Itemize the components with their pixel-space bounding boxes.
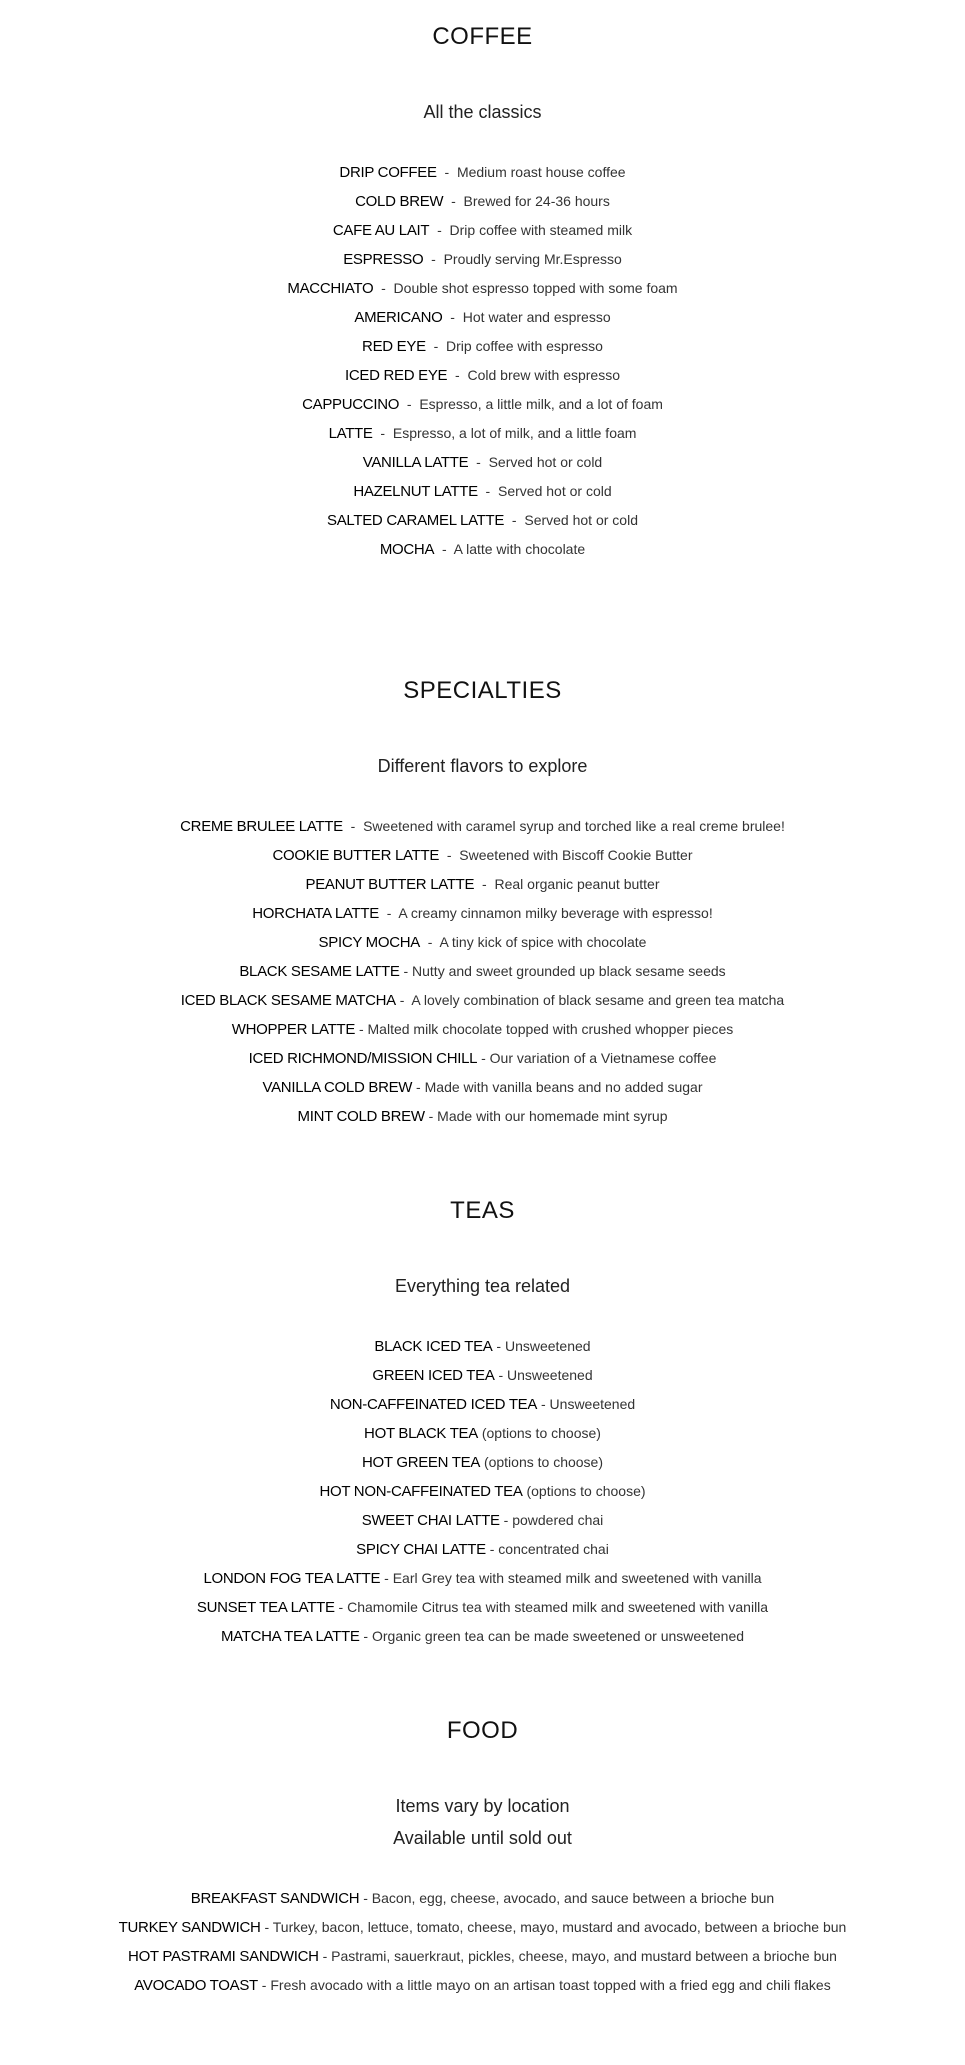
menu-item <box>0 1015 965 1044</box>
menu-item <box>0 332 965 361</box>
menu-item <box>0 303 965 332</box>
menu-item-name: VANILLA COLD BREW <box>262 1079 413 1096</box>
menu-item-name: COLD BREW <box>355 193 444 210</box>
menu-item-name: SPICY CHAI LATTE <box>356 1541 486 1558</box>
menu-item-description: Espresso, a lot of milk, and a little foam <box>392 425 637 441</box>
section-subtitle: Available until sold out <box>393 1828 572 1848</box>
menu-item <box>0 1593 965 1622</box>
menu-item-separator: - <box>373 280 394 296</box>
menu-item-name: SWEET CHAI LATTE <box>361 1512 500 1529</box>
menu-item <box>0 1361 965 1390</box>
menu-item-description: Served hot or cold <box>524 512 638 528</box>
menu-item-separator: - <box>494 1367 508 1383</box>
section-food <box>0 1716 965 2000</box>
menu-item-name: COOKIE BUTTER LATTE <box>272 847 440 864</box>
menu-item-separator: - <box>443 193 464 209</box>
menu-item-name: AVOCADO TOAST <box>134 1977 258 1994</box>
menu-item-separator: - <box>372 425 393 441</box>
menu-item-description: Served hot or cold <box>498 483 612 499</box>
menu-item-separator: - <box>429 222 450 238</box>
menu-item-separator: - <box>477 1050 490 1066</box>
menu-item-name: SUNSET TEA LATTE <box>196 1599 335 1616</box>
menu-item-name: SALTED CARAMEL LATTE <box>327 512 505 529</box>
menu-item-name: LONDON FOG TEA LATTE <box>203 1570 381 1587</box>
menu-item-description: A tiny kick of spice with chocolate <box>439 934 647 950</box>
menu-item-description: Medium roast house coffee <box>456 164 626 180</box>
menu-item <box>0 841 965 870</box>
section-title: TEAS <box>450 1197 515 1224</box>
menu-item-description: Nutty and sweet grounded up black sesame seeds <box>412 963 726 979</box>
menu-item <box>0 419 965 448</box>
section-subtitle: Different flavors to explore <box>377 756 588 776</box>
menu-item-separator: - <box>395 992 412 1008</box>
menu-item-name: BLACK ICED TEA <box>374 1338 493 1355</box>
menu-item-name: RED EYE <box>362 338 426 355</box>
menu-item-name: MACCHIATO <box>287 280 374 297</box>
menu-item-description: (options to choose) <box>481 1425 601 1441</box>
menu-item-description: A creamy cinnamon milky beverage with espresso! <box>398 905 713 921</box>
menu-item <box>0 1390 965 1419</box>
menu-item-name: TURKEY SANDWICH <box>118 1919 261 1936</box>
menu-item-separator: - <box>380 1570 393 1586</box>
menu-item-name: MINT COLD BREW <box>297 1108 425 1125</box>
section-title: SPECIALTIES <box>403 677 562 704</box>
menu-item-description: Earl Grey tea with steamed milk and sweetened with vanilla <box>392 1570 762 1586</box>
menu-item-separator: - <box>359 1628 372 1644</box>
menu-item <box>0 1044 965 1073</box>
menu-item <box>0 986 965 1015</box>
menu-item-description: Pastrami, sauerkraut, pickles, cheese, mayo, and mustard between a brioche bun <box>331 1948 837 1964</box>
menu-item <box>0 812 965 841</box>
menu-item <box>0 245 965 274</box>
menu-item-separator: - <box>537 1396 550 1412</box>
section-subtitle: Items vary by location <box>395 1796 570 1816</box>
menu-item-description: A latte with chocolate <box>453 541 586 557</box>
menu-item <box>0 1535 965 1564</box>
menu-item-description: Proudly serving Mr.Espresso <box>443 251 622 267</box>
menu-item-separator: - <box>399 396 420 412</box>
menu-item <box>0 535 965 564</box>
menu-item <box>0 390 965 419</box>
menu-item-name: MATCHA TEA LATTE <box>220 1628 360 1645</box>
menu-item-separator: - <box>359 1890 372 1906</box>
menu-item-description: powdered chai <box>512 1512 604 1528</box>
menu-item <box>0 1913 965 1942</box>
menu-item-separator: - <box>499 1512 513 1528</box>
menu-item-name: ICED RICHMOND/MISSION CHILL <box>248 1050 478 1067</box>
menu-item <box>0 899 965 928</box>
menu-item-description: (options to choose) <box>526 1483 646 1499</box>
menu-item <box>0 477 965 506</box>
section-coffee <box>0 22 965 564</box>
menu-item-name: GREEN ICED TEA <box>372 1367 495 1384</box>
menu-item <box>0 1073 965 1102</box>
menu-item-name: BLACK SESAME LATTE <box>239 963 400 980</box>
menu-item-description: Unsweetened <box>549 1396 636 1412</box>
menu-item <box>0 1564 965 1593</box>
menu-item <box>0 506 965 535</box>
menu-item-description: Chamomile Citrus tea with steamed milk and sweetened with vanilla <box>347 1599 769 1615</box>
menu-item <box>0 870 965 899</box>
menu-item-name: HOT BLACK TEA <box>364 1425 478 1442</box>
menu-item <box>0 274 965 303</box>
menu-item-name: DRIP COFFEE <box>339 164 437 181</box>
menu-list <box>0 158 965 564</box>
menu-item-description: Unsweetened <box>507 1367 593 1383</box>
menu-item-description: Espresso, a little milk, and a lot of foam <box>419 396 663 412</box>
menu-item-name: HORCHATA LATTE <box>252 905 379 922</box>
menu-item-separator: - <box>260 1919 273 1935</box>
section-title: FOOD <box>446 1717 519 1744</box>
menu-item-separator: - <box>420 934 440 950</box>
section-title: COFFEE <box>432 23 533 50</box>
menu-item <box>0 1971 965 2000</box>
menu-item-description: Served hot or cold <box>488 454 603 470</box>
menu-item-separator: - <box>378 905 399 921</box>
menu-item-description: Hot water and espresso <box>462 309 611 325</box>
menu-item <box>0 158 965 187</box>
section-teas <box>0 1196 965 1651</box>
menu-item-separator: - <box>434 541 454 557</box>
menu-item-description: Malted milk chocolate topped with crushed whopper pieces <box>367 1021 734 1037</box>
menu-item <box>0 187 965 216</box>
menu-item-description: Drip coffee with steamed milk <box>449 222 633 238</box>
menu-item-description: (options to choose) <box>483 1454 604 1470</box>
menu-item-separator: - <box>442 309 463 325</box>
menu-item-separator: - <box>492 1338 505 1354</box>
menu-item-description: Made with vanilla beans and no added sugar <box>424 1079 703 1095</box>
menu-item <box>0 216 965 245</box>
menu-list <box>0 812 965 1131</box>
menu-item-name: CAPPUCCINO <box>302 396 400 413</box>
menu-item-description: Cold brew with espresso <box>467 367 620 383</box>
menu-item-description: Fresh avocado with a little mayo on an artisan toast topped with a fried egg and chili flakes <box>270 1977 831 1993</box>
menu-item-name: SPICY MOCHA <box>318 934 420 951</box>
menu-item-separator: - <box>436 164 457 180</box>
menu-item <box>0 361 965 390</box>
menu-item-separator: - <box>474 876 495 892</box>
menu-item-description: Brewed for 24-36 hours <box>463 193 610 209</box>
menu-item-name: HOT PASTRAMI SANDWICH <box>128 1948 319 1965</box>
menu-item-name: CREME BRULEE LATTE <box>180 818 343 835</box>
menu-item-description: Turkey, bacon, lettuce, tomato, cheese, mayo, mustard and avocado, between a brioche bun <box>272 1919 847 1935</box>
menu-item-separator: - <box>477 483 499 499</box>
menu-list <box>0 1332 965 1651</box>
menu-item-separator: - <box>399 963 413 979</box>
menu-item-description: Organic green tea can be made sweetened or unsweetened <box>372 1628 745 1644</box>
menu-item-separator: - <box>318 1948 332 1964</box>
menu-item-name: ESPRESSO <box>343 251 424 268</box>
menu-item <box>0 957 965 986</box>
menu-item-description: Double shot espresso topped with some foam <box>393 280 678 296</box>
menu-item-separator: - <box>342 818 364 834</box>
menu-item-separator: - <box>468 454 489 470</box>
menu-item-separator: - <box>424 1108 438 1124</box>
menu-item-separator: - <box>504 512 525 528</box>
section-subtitle: Everything tea related <box>394 1276 571 1296</box>
menu-item-separator: - <box>334 1599 348 1615</box>
menu-item-name: WHOPPER LATTE <box>231 1021 356 1038</box>
section-specialties <box>0 676 965 1131</box>
section-subtitle: All the classics <box>423 102 542 122</box>
menu-item-description: Made with our homemade mint syrup <box>437 1108 668 1124</box>
menu-item <box>0 1942 965 1971</box>
menu-item-description: Bacon, egg, cheese, avocado, and sauce between a brioche bun <box>371 1890 775 1906</box>
menu-item <box>0 1506 965 1535</box>
menu-item-name: PEANUT BUTTER LATTE <box>305 876 475 893</box>
menu-item-description: Real organic peanut butter <box>494 876 660 892</box>
menu-item <box>0 1102 965 1131</box>
menu-item <box>0 928 965 957</box>
menu-item-description: Unsweetened <box>504 1338 591 1354</box>
menu-list <box>0 1884 965 2000</box>
menu-item-name: VANILLA LATTE <box>362 454 469 471</box>
menu-item-name: ICED RED EYE <box>344 367 448 384</box>
menu-item-name: HAZELNUT LATTE <box>353 483 478 500</box>
menu-item-description: Sweetened with Biscoff Cookie Butter <box>459 847 693 863</box>
menu-item-description: Drip coffee with espresso <box>446 338 603 354</box>
menu-item <box>0 1419 965 1448</box>
menu-item <box>0 1332 965 1361</box>
menu-item-name: CAFE AU LAIT <box>332 222 430 239</box>
menu-item <box>0 1622 965 1651</box>
menu-item-name: NON-CAFFEINATED ICED TEA <box>329 1396 538 1413</box>
menu-item-separator: - <box>423 251 444 267</box>
menu-item-description: concentrated chai <box>498 1541 609 1557</box>
menu-item-name: BREAKFAST SANDWICH <box>190 1890 360 1907</box>
menu-item-separator: - <box>257 1977 271 1993</box>
menu-item <box>0 1448 965 1477</box>
menu-item <box>0 1477 965 1506</box>
menu-item-name: AMERICANO <box>354 309 443 326</box>
menu-item-name: LATTE <box>328 425 373 442</box>
menu-item-name: ICED BLACK SESAME MATCHA <box>180 992 396 1009</box>
menu-item-name: HOT NON-CAFFEINATED TEA <box>319 1483 523 1500</box>
menu-item-description: Sweetened with caramel syrup and torched like a real creme brulee! <box>363 818 785 834</box>
menu-item-name: HOT GREEN TEA <box>361 1454 481 1471</box>
menu-item <box>0 448 965 477</box>
menu-item-description: A lovely combination of black sesame and green tea matcha <box>411 992 785 1008</box>
menu-item <box>0 1884 965 1913</box>
menu-item-separator: - <box>447 367 468 383</box>
menu-item-separator: - <box>425 338 447 354</box>
menu-item-separator: - <box>439 847 460 863</box>
menu-item-separator: - <box>355 1021 368 1037</box>
menu-item-description: Our variation of a Vietnamese coffee <box>489 1050 717 1066</box>
menu-item-name: MOCHA <box>379 541 435 558</box>
menu-item-separator: - <box>412 1079 425 1095</box>
menu-item-separator: - <box>485 1541 499 1557</box>
